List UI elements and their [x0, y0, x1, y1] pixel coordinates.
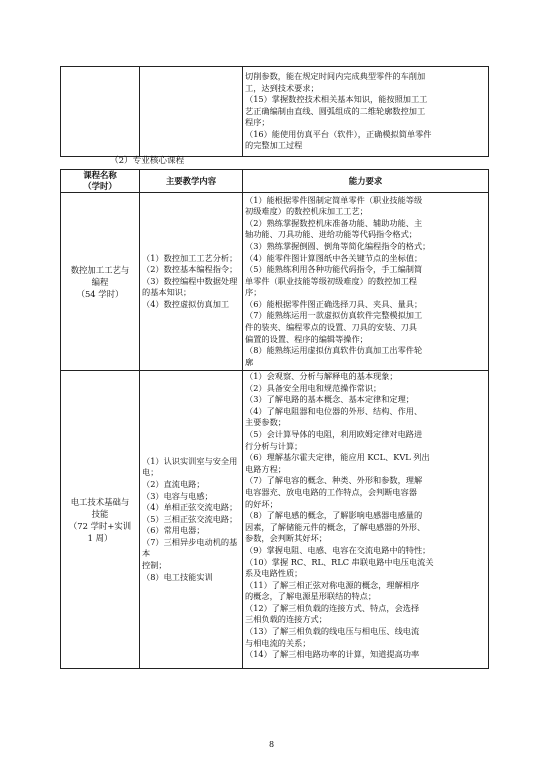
requirement-line: （7）了解电容的概念、种类、外形和参数，理解 — [245, 475, 423, 486]
requirement-line: （14）了解三相电路功率的计算，知道提高功率 — [245, 649, 420, 660]
requirement-line: 的好坏； — [245, 498, 278, 509]
header-course-line: 课程名称 — [83, 170, 117, 180]
requirement-line: （16）能使用仿真平台（软件），正确模拟简单零件 — [245, 128, 432, 139]
continued-table — [60, 66, 489, 157]
requirement-line: （9）掌握电阻、电感、电容在交流电路中的特性； — [245, 544, 431, 555]
requirement-line: （11）了解三相正弦对称电源的概念，理解相序 — [245, 579, 420, 590]
requirement-line: （10）掌握 RC、RL、RLC 串联电路中电压电流关 — [245, 556, 434, 567]
course-requirements-cell — [243, 371, 489, 669]
course-name-line: （54 学时） — [76, 288, 124, 299]
content-line: （6）常用电器； — [142, 525, 205, 536]
empty-content-cell — [140, 67, 243, 157]
content-line: （8）电工技能实训 — [142, 571, 213, 582]
requirement-line: 三相负载的连接方式； — [245, 614, 327, 625]
requirement-line: （6）能根据零件图正确选择刀具、夹具、量具； — [245, 298, 423, 309]
requirement-line: 廓 — [245, 356, 254, 367]
course-content-cell — [140, 193, 243, 371]
course-name-line: 编程 — [91, 276, 109, 287]
requirement-line: 行分析与计算； — [245, 440, 303, 451]
header-course-hours: （学时） — [83, 181, 117, 191]
content-line: （7）三相异步电动机的基本 — [142, 536, 238, 559]
requirement-line: （8）了解电感的概念，了解影响电感器电感量的 — [245, 510, 423, 521]
requirement-line: 艺正确编制由直线、圆弧组成的二维轮廓数控加工 — [245, 105, 426, 116]
course-requirements-cell — [243, 193, 489, 371]
requirement-line: 与相电流的关系； — [245, 637, 311, 648]
content-line: （4）单相正弦交流电路； — [142, 502, 238, 513]
requirement-line: （8）能熟练运用虚拟仿真软件仿真加工出零件轮 — [245, 345, 423, 356]
content-line: 的基本知识； — [142, 287, 192, 298]
requirement-line: 切削参数，能在规定时间内完成典型零件的车削加 — [245, 70, 426, 81]
requirement-line: 参数，会判断其好坏； — [245, 533, 327, 544]
requirement-line: （3）熟练掌握倒圆、倒角等简化编程指令的格式； — [245, 240, 431, 251]
table-header-row — [61, 170, 489, 193]
content-line: （3）电容与电感； — [142, 490, 213, 501]
empty-course-cell — [61, 67, 140, 157]
content-line: （2）直流电路； — [142, 478, 205, 489]
requirement-line: 单零件（职业技能等级初级难度）的数控加工程 — [245, 275, 417, 286]
course-name-cell — [61, 371, 140, 669]
table-row — [61, 193, 489, 371]
requirement-line: （12）了解三相负载的连接方式、特点，会选择 — [245, 602, 420, 613]
header-course — [61, 170, 140, 193]
course-name-line: （72 学时+实训 — [68, 520, 132, 531]
continued-requirements-cell — [243, 67, 489, 157]
page-number: 8 — [268, 740, 275, 749]
requirement-line: （3）了解电路的基本概念、基本定律和定理； — [245, 394, 414, 405]
requirement-line: （1）会观察、分析与解释电的基本现象； — [245, 371, 398, 381]
requirement-line: 因素，了解储能元件的概念，了解电感器的外形、 — [245, 521, 426, 532]
content-line: 电； — [142, 467, 159, 478]
requirement-line: （7）能熟练运用一款虚拟仿真软件完整模拟加工 — [245, 310, 423, 321]
requirement-line: 电路方程； — [245, 463, 286, 474]
content-line: （3）数控编程中数据处理 — [142, 275, 238, 286]
course-name-line: 技能 — [91, 508, 109, 519]
requirement-line: （6）理解基尔霍夫定律，能应用 KCL、KVL 列出 — [245, 452, 430, 463]
requirement-line: 系及电路性质； — [245, 568, 303, 579]
requirement-line: 电容器充、放电电路的工作特点，会判断电容器 — [245, 486, 417, 497]
requirement-line: （2）熟练掌握数控机床准备功能、辅助功能、主 — [245, 217, 423, 228]
requirement-line: （4）了解电阻器和电位器的外形、结构、作用、 — [245, 405, 423, 416]
requirement-line: 主要参数； — [245, 417, 286, 428]
requirement-line: 偏置的设置、程序的编辑等操作； — [245, 333, 368, 344]
content-line: （5）三相正弦交流电路； — [142, 513, 238, 524]
core-courses-table — [60, 169, 489, 669]
requirement-line: （4）能零件图计算图纸中各关键节点的坐标值； — [245, 252, 423, 263]
requirement-line: （1）能根据零件图制定简单零件（职业技能等级 — [245, 194, 423, 205]
course-name-line: 1 周） — [87, 532, 113, 543]
requirement-line: （5）能熟练利用各种功能代码指令，手工编制简 — [245, 264, 423, 275]
requirement-line: 轴功能、刀具功能、进给功能等代码指令格式； — [245, 229, 417, 240]
requirement-line: 的概念，了解电源星形联结的特点； — [245, 591, 377, 602]
requirement-line: （5）会计算导体的电阻，利用欧姆定律对电路进 — [245, 428, 423, 439]
requirement-line: 程序； — [245, 117, 270, 128]
requirement-line: （15）掌握数控技术相关基本知识，能按照加工工 — [245, 94, 428, 105]
requirement-line: （13）了解三相负载的线电压与相电压、线电流 — [245, 626, 420, 637]
content-line: （2）数控基本编程指令； — [142, 264, 238, 275]
course-content-cell — [140, 371, 243, 669]
table-row — [61, 371, 489, 669]
content-line: （1）数控加工工艺分析； — [142, 252, 238, 263]
content-line: 控制； — [142, 560, 167, 571]
content-line: （1）认识实训室与安全用 — [142, 455, 238, 466]
course-name-line: 电工技术基础与 — [70, 496, 130, 507]
course-name-cell — [61, 193, 140, 371]
header-requirements: 能力要求 — [243, 170, 489, 193]
requirement-line: 件的装夹、编程零点的设置、刀具的安装、刀具 — [245, 322, 417, 333]
requirement-line: 工，达到技术要求； — [245, 82, 319, 93]
requirement-line: （2）具备安全用电和规范操作常识； — [245, 382, 382, 393]
requirement-line: 的完整加工过程 — [245, 140, 303, 151]
requirement-line: 初级难度）的数控机床加工工艺； — [245, 206, 368, 217]
header-content: 主要教学内容 — [140, 170, 243, 193]
requirement-line: 序； — [245, 287, 262, 298]
section-title: （2）专业核心课程 — [110, 156, 185, 166]
course-name-line: 数控加工工艺与 — [70, 264, 130, 275]
content-line: （4）数控虚拟仿真加工 — [142, 298, 230, 309]
